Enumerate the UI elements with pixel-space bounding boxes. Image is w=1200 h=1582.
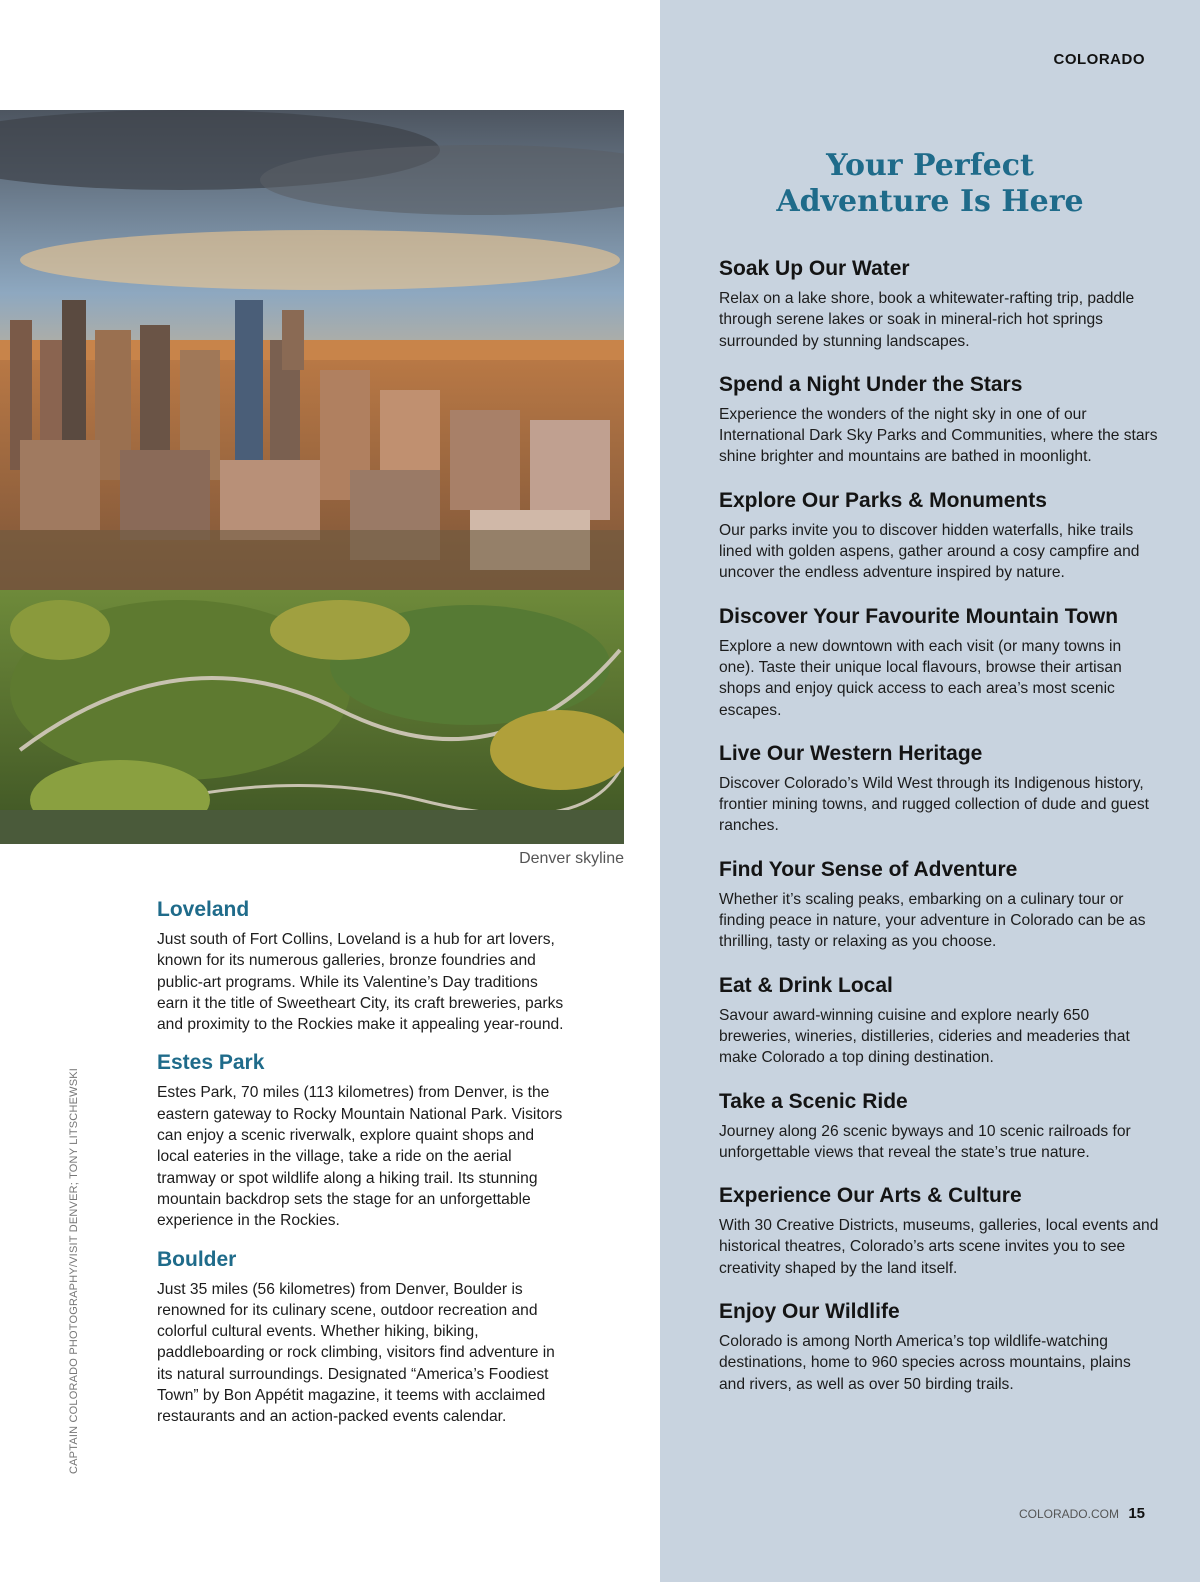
- sidebar-title-line2: Adventure Is Here: [776, 184, 1084, 219]
- sidebar-title-line1: Your Perfect: [826, 148, 1034, 183]
- city-body: Just 35 miles (56 kilometres) from Denver, Boulder is renowned for its culinary scene, outdoor recreation and colorful cultural events. Whether hiking, biking, paddleboarding or rock climbing, visitors find adventure in its natural surroundings. Designated “America’s Foodiest Town” by Bon Appétit magazine, it teems with acclaimed restaurants and an action-packed events calendar.: [157, 1280, 555, 1426]
- feature-body: Our parks invite you to discover hidden waterfalls, hike trails lined with golden aspens, gather around a cosy campfire and uncover the endless adventure inspired by nature.: [719, 521, 1140, 582]
- feature-list: [719, 256, 1159, 1415]
- feature-title: Find Your Sense of Adventure: [719, 857, 1018, 881]
- footer-site: COLORADO.COM: [1018, 1507, 1119, 1521]
- page-number: 15: [1128, 1505, 1145, 1522]
- feature-title: Take a Scenic Ride: [719, 1089, 908, 1113]
- city-title: Loveland: [157, 898, 250, 921]
- feature-body: With 30 Creative Districts, museums, galleries, local events and historical theatres, Colorado’s arts scene invites you to see creativity shaped by the land itself.: [719, 1217, 1159, 1277]
- city-item: [157, 897, 567, 1035]
- photo-caption: Denver skyline: [519, 850, 624, 867]
- feature-body: Experience the wonders of the night sky in one of our International Dark Sky Parks and Communities, where the stars shine brighter and mountains are bathed in moonlight.: [719, 405, 1158, 466]
- city-item: [157, 1247, 567, 1428]
- city-item: [157, 1050, 567, 1231]
- feature-body: Whether it’s scaling peaks, embarking on a culinary tour or finding peace in nature, your adventure in Colorado can be as thrilling, tasty or relaxing as you choose.: [719, 890, 1146, 951]
- feature-title: Explore Our Parks & Monuments: [719, 488, 1047, 512]
- sidebar-title: [660, 148, 1200, 220]
- feature-item: [719, 256, 1159, 352]
- feature-body: Colorado is among North America’s top wildlife-watching destinations, home to 960 species across mountains, plains and rivers, as well as over 50 birding trails.: [719, 1333, 1131, 1393]
- feature-title: Enjoy Our Wildlife: [719, 1300, 900, 1324]
- denver-skyline-photo: [0, 110, 624, 844]
- feature-body: Journey along 26 scenic byways and 10 scenic railroads for unforgettable views that reveal the state’s true nature.: [719, 1122, 1131, 1161]
- feature-title: Discover Your Favourite Mountain Town: [719, 604, 1119, 628]
- feature-title: Eat & Drink Local: [719, 973, 893, 997]
- feature-item: [719, 1299, 1159, 1395]
- feature-body: Discover Colorado’s Wild West through its Indigenous history, frontier mining towns, and rugged collection of dude and guest ranches.: [719, 774, 1149, 835]
- feature-body: Relax on a lake shore, book a whitewater-rafting trip, paddle through serene lakes or soak in mineral-rich hot springs surrounded by stunning landscapes.: [719, 290, 1135, 350]
- city-title: Estes Park: [157, 1051, 265, 1075]
- city-list: [157, 897, 567, 1443]
- page-footer: [1019, 1505, 1145, 1522]
- feature-title: Soak Up Our Water: [719, 257, 910, 280]
- city-body: Just south of Fort Collins, Loveland is a hub for art lovers, known for its numerous galleries, bronze foundries and public-art programs. While its Valentine’s Day traditions earn it the title of Sweetheart City, its craft breweries, parks and proximity to the Rockies make it appealing year-round.: [157, 931, 564, 1034]
- city-title: Boulder: [157, 1247, 237, 1271]
- section-label: COLORADO: [1053, 51, 1145, 68]
- feature-body: Explore a new downtown with each visit (or many towns in one). Taste their unique local flavours, browse their artisan shops and enjoy quick access to each area’s most scenic escapes.: [719, 637, 1122, 719]
- feature-item: [719, 1089, 1159, 1164]
- photo-credit: CAPTAIN COLORADO PHOTOGRAPHY/VISIT DENVER; TONY LITSCHEWSKI: [68, 1067, 80, 1474]
- feature-item: [719, 488, 1159, 584]
- city-body: Estes Park, 70 miles (113 kilometres) from Denver, is the eastern gateway to Rocky Mountain National Park. Visitors can enjoy a scenic riverwalk, explore quaint shops and local eateries in the village, take a ride on the aerial tramway or spot wildlife along a hiking trail. Its stunning mountain backdrop sets the stage for an unforgettable experience in the Rockies.: [157, 1084, 563, 1230]
- feature-item: [719, 1183, 1159, 1279]
- feature-title: Spend a Night Under the Stars: [719, 372, 1023, 396]
- feature-body: Savour award-winning cuisine and explore nearly 650 breweries, wineries, distilleries, cideries and meaderies that make Colorado a top dining destination.: [719, 1006, 1130, 1067]
- feature-item: [719, 857, 1159, 953]
- feature-item: [719, 741, 1159, 837]
- feature-title: Experience Our Arts & Culture: [719, 1184, 1022, 1208]
- feature-item: [719, 604, 1159, 721]
- feature-title: Live Our Western Heritage: [719, 741, 983, 765]
- feature-item: [719, 372, 1159, 468]
- feature-item: [719, 973, 1159, 1069]
